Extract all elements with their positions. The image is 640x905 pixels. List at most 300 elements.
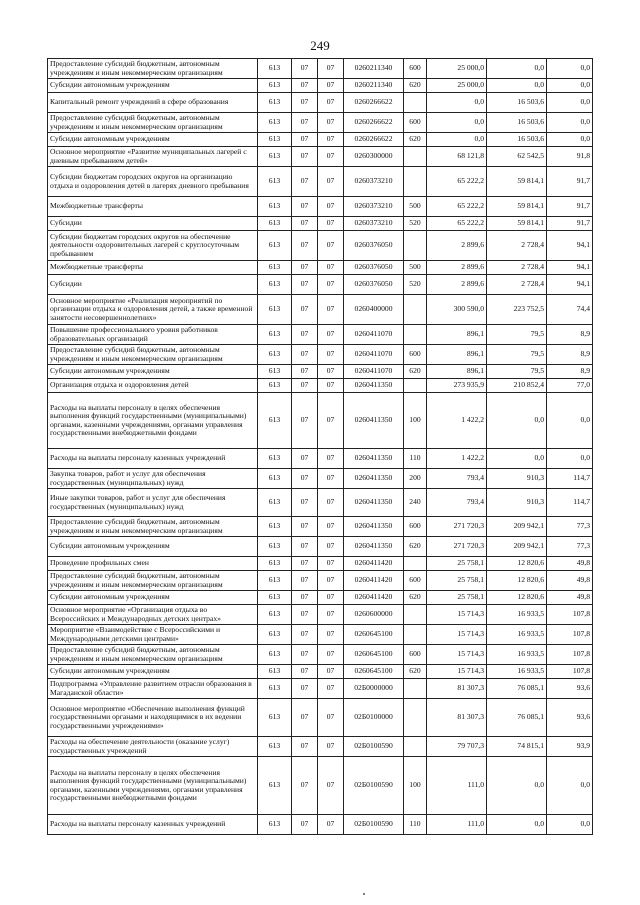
row-subsection-cell: 07 xyxy=(318,295,344,325)
table-row xyxy=(48,113,593,133)
row-planned-cell: 15 714,3 xyxy=(427,645,487,665)
table-row xyxy=(48,449,593,469)
row-ved-cell: 613 xyxy=(258,645,292,665)
row-expense-type-cell: 100 xyxy=(404,393,427,449)
row-name-cell: Основное мероприятие «Развитие муниципальных лагерей с дневным пребыванием детей» xyxy=(48,147,258,167)
row-target-article-cell: 0260373210 xyxy=(344,217,404,231)
row-target-article-cell: 0260266622 xyxy=(344,133,404,147)
row-name-cell: Иные закупки товаров, работ и услуг для обеспечения государственных (муниципальных) нужд xyxy=(48,489,258,517)
row-percent-cell: 77,0 xyxy=(547,379,593,393)
row-subsection-cell: 07 xyxy=(318,167,344,197)
row-actual-cell: 16 503,6 xyxy=(487,93,547,113)
row-planned-cell: 1 422,2 xyxy=(427,393,487,449)
row-percent-cell: 0,0 xyxy=(547,59,593,79)
table-row xyxy=(48,231,593,261)
row-name-cell: Основное мероприятие «Реализация мероприятий по организации отдыха и оздоровления детей, а также временной занятости несовершеннолетних» xyxy=(48,295,258,325)
row-subsection-cell: 07 xyxy=(318,489,344,517)
table-row xyxy=(48,571,593,591)
row-expense-type-cell xyxy=(404,679,427,699)
row-target-article-cell: 02Б0100000 xyxy=(344,699,404,737)
row-percent-cell: 77,3 xyxy=(547,537,593,557)
row-planned-cell: 273 935,9 xyxy=(427,379,487,393)
row-percent-cell: 0,0 xyxy=(547,393,593,449)
row-section-cell: 07 xyxy=(292,737,318,757)
row-name-cell: Субсидии бюджетам городских округов на организацию отдыха и оздоровления детей в лагерях дневного пребывания xyxy=(48,167,258,197)
row-actual-cell: 0,0 xyxy=(487,393,547,449)
row-percent-cell: 49,8 xyxy=(547,591,593,605)
row-ved-cell: 613 xyxy=(258,393,292,449)
row-planned-cell: 25 000,0 xyxy=(427,59,487,79)
row-actual-cell: 16 503,6 xyxy=(487,113,547,133)
table-row xyxy=(48,679,593,699)
row-section-cell: 07 xyxy=(292,679,318,699)
table-row xyxy=(48,665,593,679)
table-row xyxy=(48,325,593,345)
row-percent-cell: 91,8 xyxy=(547,147,593,167)
table-row xyxy=(48,737,593,757)
row-percent-cell: 0,0 xyxy=(547,133,593,147)
row-actual-cell: 12 820,6 xyxy=(487,571,547,591)
row-target-article-cell: 0260411070 xyxy=(344,365,404,379)
row-expense-type-cell: 500 xyxy=(404,197,427,217)
row-expense-type-cell: 620 xyxy=(404,591,427,605)
row-actual-cell: 16 933,5 xyxy=(487,605,547,625)
row-actual-cell: 79,5 xyxy=(487,345,547,365)
row-subsection-cell: 07 xyxy=(318,59,344,79)
row-section-cell: 07 xyxy=(292,231,318,261)
table-row xyxy=(48,699,593,737)
row-actual-cell: 0,0 xyxy=(487,59,547,79)
row-expense-type-cell: 500 xyxy=(404,261,427,275)
row-name-cell: Подпрограмма «Управление развитием отрасли образования в Магаданской области» xyxy=(48,679,258,699)
row-subsection-cell: 07 xyxy=(318,133,344,147)
row-section-cell: 07 xyxy=(292,167,318,197)
row-name-cell: Субсидии автономным учреждениям xyxy=(48,665,258,679)
row-actual-cell: 79,5 xyxy=(487,365,547,379)
row-percent-cell: 94,1 xyxy=(547,261,593,275)
row-ved-cell: 613 xyxy=(258,449,292,469)
row-actual-cell: 16 503,6 xyxy=(487,133,547,147)
row-subsection-cell: 07 xyxy=(318,557,344,571)
row-ved-cell: 613 xyxy=(258,489,292,517)
row-ved-cell: 613 xyxy=(258,699,292,737)
row-name-cell: Межбюджетные трансферты xyxy=(48,197,258,217)
row-expense-type-cell: 620 xyxy=(404,537,427,557)
row-subsection-cell: 07 xyxy=(318,379,344,393)
row-ved-cell: 613 xyxy=(258,93,292,113)
row-percent-cell: 0,0 xyxy=(547,93,593,113)
row-ved-cell: 613 xyxy=(258,231,292,261)
row-actual-cell: 16 933,5 xyxy=(487,645,547,665)
row-percent-cell: 8,9 xyxy=(547,345,593,365)
row-expense-type-cell: 600 xyxy=(404,113,427,133)
table-row xyxy=(48,489,593,517)
row-target-article-cell: 0260211340 xyxy=(344,79,404,93)
row-planned-cell: 300 590,0 xyxy=(427,295,487,325)
row-percent-cell: 107,8 xyxy=(547,605,593,625)
row-percent-cell: 0,0 xyxy=(547,79,593,93)
row-section-cell: 07 xyxy=(292,625,318,645)
row-expense-type-cell: 600 xyxy=(404,645,427,665)
scan-speck xyxy=(363,893,365,895)
row-ved-cell: 613 xyxy=(258,469,292,489)
row-ved-cell: 613 xyxy=(258,365,292,379)
row-ved-cell: 613 xyxy=(258,59,292,79)
table-row xyxy=(48,537,593,557)
row-actual-cell: 0,0 xyxy=(487,757,547,815)
row-section-cell: 07 xyxy=(292,489,318,517)
row-percent-cell: 114,7 xyxy=(547,489,593,517)
row-section-cell: 07 xyxy=(292,59,318,79)
row-planned-cell: 68 121,8 xyxy=(427,147,487,167)
budget-table-body xyxy=(48,59,593,835)
row-section-cell: 07 xyxy=(292,365,318,379)
row-ved-cell: 613 xyxy=(258,665,292,679)
row-name-cell: Расходы на выплаты персоналу в целях обеспечения выполнения функций государственными (муниципальными) органами, казенными учреждениями, органами управления государственными внебюджетными фондами xyxy=(48,757,258,815)
row-actual-cell: 16 933,5 xyxy=(487,625,547,645)
row-ved-cell: 613 xyxy=(258,79,292,93)
table-row xyxy=(48,93,593,113)
row-subsection-cell: 07 xyxy=(318,231,344,261)
table-row xyxy=(48,393,593,449)
row-name-cell: Предоставление субсидий бюджетным, автономным учреждениям и иным некоммерческим организациям xyxy=(48,571,258,591)
row-percent-cell: 8,9 xyxy=(547,325,593,345)
table-row xyxy=(48,365,593,379)
row-planned-cell: 65 222,2 xyxy=(427,217,487,231)
budget-table xyxy=(47,58,593,835)
row-ved-cell: 613 xyxy=(258,147,292,167)
row-target-article-cell: 0260411350 xyxy=(344,489,404,517)
row-expense-type-cell: 240 xyxy=(404,489,427,517)
row-section-cell: 07 xyxy=(292,665,318,679)
row-percent-cell: 74,4 xyxy=(547,295,593,325)
row-expense-type-cell xyxy=(404,167,427,197)
row-target-article-cell: 0260411350 xyxy=(344,537,404,557)
table-row xyxy=(48,345,593,365)
row-percent-cell: 0,0 xyxy=(547,757,593,815)
row-ved-cell: 613 xyxy=(258,625,292,645)
row-planned-cell: 15 714,3 xyxy=(427,625,487,645)
row-target-article-cell: 0260376050 xyxy=(344,231,404,261)
row-actual-cell: 209 942,1 xyxy=(487,537,547,557)
row-expense-type-cell xyxy=(404,737,427,757)
row-section-cell: 07 xyxy=(292,79,318,93)
row-percent-cell: 91,7 xyxy=(547,167,593,197)
row-name-cell: Предоставление субсидий бюджетным, автономным учреждениям и иным некоммерческим организациям xyxy=(48,113,258,133)
row-percent-cell: 93,9 xyxy=(547,737,593,757)
row-section-cell: 07 xyxy=(292,197,318,217)
row-subsection-cell: 07 xyxy=(318,605,344,625)
row-subsection-cell: 07 xyxy=(318,665,344,679)
row-expense-type-cell: 620 xyxy=(404,665,427,679)
row-expense-type-cell: 600 xyxy=(404,571,427,591)
row-subsection-cell: 07 xyxy=(318,197,344,217)
row-ved-cell: 613 xyxy=(258,757,292,815)
row-target-article-cell: 0260411420 xyxy=(344,571,404,591)
row-section-cell: 07 xyxy=(292,261,318,275)
row-actual-cell: 0,0 xyxy=(487,815,547,835)
row-section-cell: 07 xyxy=(292,557,318,571)
row-ved-cell: 613 xyxy=(258,591,292,605)
row-actual-cell: 2 728,4 xyxy=(487,231,547,261)
row-name-cell: Расходы на выплаты персоналу казенных учреждений xyxy=(48,815,258,835)
row-ved-cell: 613 xyxy=(258,167,292,197)
row-actual-cell: 910,3 xyxy=(487,469,547,489)
row-ved-cell: 613 xyxy=(258,261,292,275)
row-name-cell: Предоставление субсидий бюджетным, автономным учреждениям и иным некоммерческим организациям xyxy=(48,645,258,665)
row-subsection-cell: 07 xyxy=(318,393,344,449)
row-name-cell: Закупка товаров, работ и услуг для обеспечения государственных (муниципальных) нужд xyxy=(48,469,258,489)
row-section-cell: 07 xyxy=(292,217,318,231)
row-target-article-cell: 0260266622 xyxy=(344,93,404,113)
row-target-article-cell: 0260411350 xyxy=(344,379,404,393)
row-ved-cell: 613 xyxy=(258,345,292,365)
row-percent-cell: 107,8 xyxy=(547,625,593,645)
table-row xyxy=(48,59,593,79)
row-section-cell: 07 xyxy=(292,469,318,489)
row-subsection-cell: 07 xyxy=(318,345,344,365)
row-target-article-cell: 0260645100 xyxy=(344,665,404,679)
row-planned-cell: 271 720,3 xyxy=(427,517,487,537)
row-subsection-cell: 07 xyxy=(318,275,344,295)
row-actual-cell: 59 814,1 xyxy=(487,217,547,231)
row-name-cell: Субсидии бюджетам городских округов на обеспечение деятельности оздоровительных лагерей с круглосуточным пребыванием xyxy=(48,231,258,261)
row-name-cell: Субсидии автономным учреждениям xyxy=(48,133,258,147)
row-actual-cell: 910,3 xyxy=(487,489,547,517)
row-target-article-cell: 0260645100 xyxy=(344,645,404,665)
row-ved-cell: 613 xyxy=(258,113,292,133)
row-target-article-cell: 0260373210 xyxy=(344,197,404,217)
row-actual-cell: 74 815,1 xyxy=(487,737,547,757)
row-section-cell: 07 xyxy=(292,295,318,325)
table-row xyxy=(48,645,593,665)
row-target-article-cell: 0260600000 xyxy=(344,605,404,625)
row-subsection-cell: 07 xyxy=(318,737,344,757)
row-section-cell: 07 xyxy=(292,275,318,295)
row-subsection-cell: 07 xyxy=(318,625,344,645)
row-target-article-cell: 0260373210 xyxy=(344,167,404,197)
table-row xyxy=(48,557,593,571)
row-planned-cell: 271 720,3 xyxy=(427,537,487,557)
row-name-cell: Субсидии xyxy=(48,275,258,295)
row-section-cell: 07 xyxy=(292,815,318,835)
row-name-cell: Субсидии автономным учреждениям xyxy=(48,365,258,379)
table-row xyxy=(48,295,593,325)
row-expense-type-cell xyxy=(404,699,427,737)
row-expense-type-cell xyxy=(404,325,427,345)
row-name-cell: Основное мероприятие «Обеспечение выполнения функций государственными органами и находящимися в их ведении государственными учреждениями» xyxy=(48,699,258,737)
table-row xyxy=(48,167,593,197)
row-target-article-cell: 02Б0100590 xyxy=(344,737,404,757)
row-actual-cell: 59 814,1 xyxy=(487,167,547,197)
row-subsection-cell: 07 xyxy=(318,591,344,605)
table-row xyxy=(48,275,593,295)
row-planned-cell: 79 707,3 xyxy=(427,737,487,757)
row-target-article-cell: 0260376050 xyxy=(344,275,404,295)
page-number: 249 xyxy=(310,38,330,53)
row-target-article-cell: 0260266622 xyxy=(344,113,404,133)
table-row xyxy=(48,217,593,231)
row-planned-cell: 793,4 xyxy=(427,469,487,489)
row-planned-cell: 25 758,1 xyxy=(427,591,487,605)
row-name-cell: Субсидии автономным учреждениям xyxy=(48,79,258,93)
row-subsection-cell: 07 xyxy=(318,571,344,591)
row-planned-cell: 25 000,0 xyxy=(427,79,487,93)
row-actual-cell: 0,0 xyxy=(487,449,547,469)
row-expense-type-cell: 110 xyxy=(404,815,427,835)
table-row xyxy=(48,197,593,217)
table-row xyxy=(48,79,593,93)
row-actual-cell: 16 933,5 xyxy=(487,665,547,679)
row-ved-cell: 613 xyxy=(258,605,292,625)
row-planned-cell: 81 307,3 xyxy=(427,679,487,699)
row-planned-cell: 81 307,3 xyxy=(427,699,487,737)
row-name-cell: Субсидии автономным учреждениям xyxy=(48,591,258,605)
row-target-article-cell: 0260411350 xyxy=(344,449,404,469)
row-percent-cell: 0,0 xyxy=(547,815,593,835)
row-target-article-cell: 0260411070 xyxy=(344,325,404,345)
table-row xyxy=(48,625,593,645)
row-name-cell: Расходы на выплаты персоналу казенных учреждений xyxy=(48,449,258,469)
row-expense-type-cell: 100 xyxy=(404,757,427,815)
row-subsection-cell: 07 xyxy=(318,325,344,345)
table-row xyxy=(48,815,593,835)
table-row xyxy=(48,591,593,605)
row-actual-cell: 2 728,4 xyxy=(487,261,547,275)
row-planned-cell: 0,0 xyxy=(427,133,487,147)
row-planned-cell: 0,0 xyxy=(427,93,487,113)
row-actual-cell: 223 752,5 xyxy=(487,295,547,325)
row-target-article-cell: 02Б0000000 xyxy=(344,679,404,699)
row-expense-type-cell: 600 xyxy=(404,345,427,365)
row-expense-type-cell: 200 xyxy=(404,469,427,489)
row-ved-cell: 613 xyxy=(258,325,292,345)
row-target-article-cell: 0260411420 xyxy=(344,591,404,605)
row-ved-cell: 613 xyxy=(258,537,292,557)
row-actual-cell: 59 814,1 xyxy=(487,197,547,217)
row-section-cell: 07 xyxy=(292,93,318,113)
row-planned-cell: 15 714,3 xyxy=(427,605,487,625)
table-row xyxy=(48,757,593,815)
row-expense-type-cell xyxy=(404,295,427,325)
row-subsection-cell: 07 xyxy=(318,113,344,133)
row-planned-cell: 1 422,2 xyxy=(427,449,487,469)
row-percent-cell: 0,0 xyxy=(547,449,593,469)
row-expense-type-cell xyxy=(404,93,427,113)
row-target-article-cell: 0260300000 xyxy=(344,147,404,167)
row-planned-cell: 25 758,1 xyxy=(427,557,487,571)
row-percent-cell: 77,3 xyxy=(547,517,593,537)
row-planned-cell: 111,0 xyxy=(427,815,487,835)
row-name-cell: Межбюджетные трансферты xyxy=(48,261,258,275)
row-expense-type-cell: 110 xyxy=(404,449,427,469)
row-section-cell: 07 xyxy=(292,757,318,815)
row-name-cell: Капитальный ремонт учреждений в сфере образования xyxy=(48,93,258,113)
row-subsection-cell: 07 xyxy=(318,537,344,557)
row-target-article-cell: 0260411420 xyxy=(344,557,404,571)
row-expense-type-cell: 620 xyxy=(404,133,427,147)
row-subsection-cell: 07 xyxy=(318,365,344,379)
row-name-cell: Проведение профильных смен xyxy=(48,557,258,571)
row-target-article-cell: 0260411350 xyxy=(344,393,404,449)
row-percent-cell: 0,0 xyxy=(547,113,593,133)
row-section-cell: 07 xyxy=(292,571,318,591)
row-subsection-cell: 07 xyxy=(318,645,344,665)
row-planned-cell: 65 222,2 xyxy=(427,167,487,197)
row-section-cell: 07 xyxy=(292,133,318,147)
row-actual-cell: 76 085,1 xyxy=(487,699,547,737)
row-subsection-cell: 07 xyxy=(318,815,344,835)
row-expense-type-cell: 600 xyxy=(404,59,427,79)
table-row xyxy=(48,133,593,147)
row-section-cell: 07 xyxy=(292,517,318,537)
row-percent-cell: 93,6 xyxy=(547,679,593,699)
row-section-cell: 07 xyxy=(292,537,318,557)
row-target-article-cell: 0260645100 xyxy=(344,625,404,645)
row-section-cell: 07 xyxy=(292,449,318,469)
row-expense-type-cell: 620 xyxy=(404,365,427,379)
row-section-cell: 07 xyxy=(292,591,318,605)
row-planned-cell: 896,1 xyxy=(427,325,487,345)
row-subsection-cell: 07 xyxy=(318,699,344,737)
row-expense-type-cell xyxy=(404,231,427,261)
row-target-article-cell: 0260411070 xyxy=(344,345,404,365)
table-row xyxy=(48,379,593,393)
row-subsection-cell: 07 xyxy=(318,469,344,489)
row-actual-cell: 76 085,1 xyxy=(487,679,547,699)
table-row xyxy=(48,469,593,489)
row-percent-cell: 94,1 xyxy=(547,231,593,261)
row-planned-cell: 0,0 xyxy=(427,113,487,133)
row-planned-cell: 793,4 xyxy=(427,489,487,517)
row-ved-cell: 613 xyxy=(258,217,292,231)
row-actual-cell: 62 542,5 xyxy=(487,147,547,167)
row-name-cell: Повышение профессионального уровня работников образовательных организаций xyxy=(48,325,258,345)
row-section-cell: 07 xyxy=(292,345,318,365)
row-ved-cell: 613 xyxy=(258,557,292,571)
table-row xyxy=(48,517,593,537)
row-section-cell: 07 xyxy=(292,325,318,345)
row-actual-cell: 209 942,1 xyxy=(487,517,547,537)
row-expense-type-cell xyxy=(404,557,427,571)
row-section-cell: 07 xyxy=(292,605,318,625)
row-actual-cell: 210 852,4 xyxy=(487,379,547,393)
row-percent-cell: 91,7 xyxy=(547,217,593,231)
row-subsection-cell: 07 xyxy=(318,217,344,231)
row-ved-cell: 613 xyxy=(258,517,292,537)
row-name-cell: Расходы на выплаты персоналу в целях обеспечения выполнения функций государственными (муниципальными) органами, казенными учреждениями, органами управления государственными внебюджетными фондами xyxy=(48,393,258,449)
row-expense-type-cell: 600 xyxy=(404,517,427,537)
row-name-cell: Основное мероприятие «Организация отдыха во Всероссийских и Международных детских центрах» xyxy=(48,605,258,625)
row-subsection-cell: 07 xyxy=(318,679,344,699)
row-ved-cell: 613 xyxy=(258,275,292,295)
row-planned-cell: 25 758,1 xyxy=(427,571,487,591)
row-subsection-cell: 07 xyxy=(318,261,344,275)
row-name-cell: Расходы на обеспечение деятельности (оказание услуг) государственных учреждений xyxy=(48,737,258,757)
row-subsection-cell: 07 xyxy=(318,93,344,113)
row-target-article-cell: 0260400000 xyxy=(344,295,404,325)
row-name-cell: Мероприятие «Взаимодействие с Всероссийскими и Международными детскими центрами» xyxy=(48,625,258,645)
row-target-article-cell: 0260411350 xyxy=(344,469,404,489)
row-planned-cell: 2 899,6 xyxy=(427,275,487,295)
row-section-cell: 07 xyxy=(292,147,318,167)
row-percent-cell: 94,1 xyxy=(547,275,593,295)
row-ved-cell: 613 xyxy=(258,679,292,699)
row-expense-type-cell xyxy=(404,625,427,645)
row-actual-cell: 79,5 xyxy=(487,325,547,345)
row-target-article-cell: 02Б0100590 xyxy=(344,757,404,815)
row-section-cell: 07 xyxy=(292,645,318,665)
